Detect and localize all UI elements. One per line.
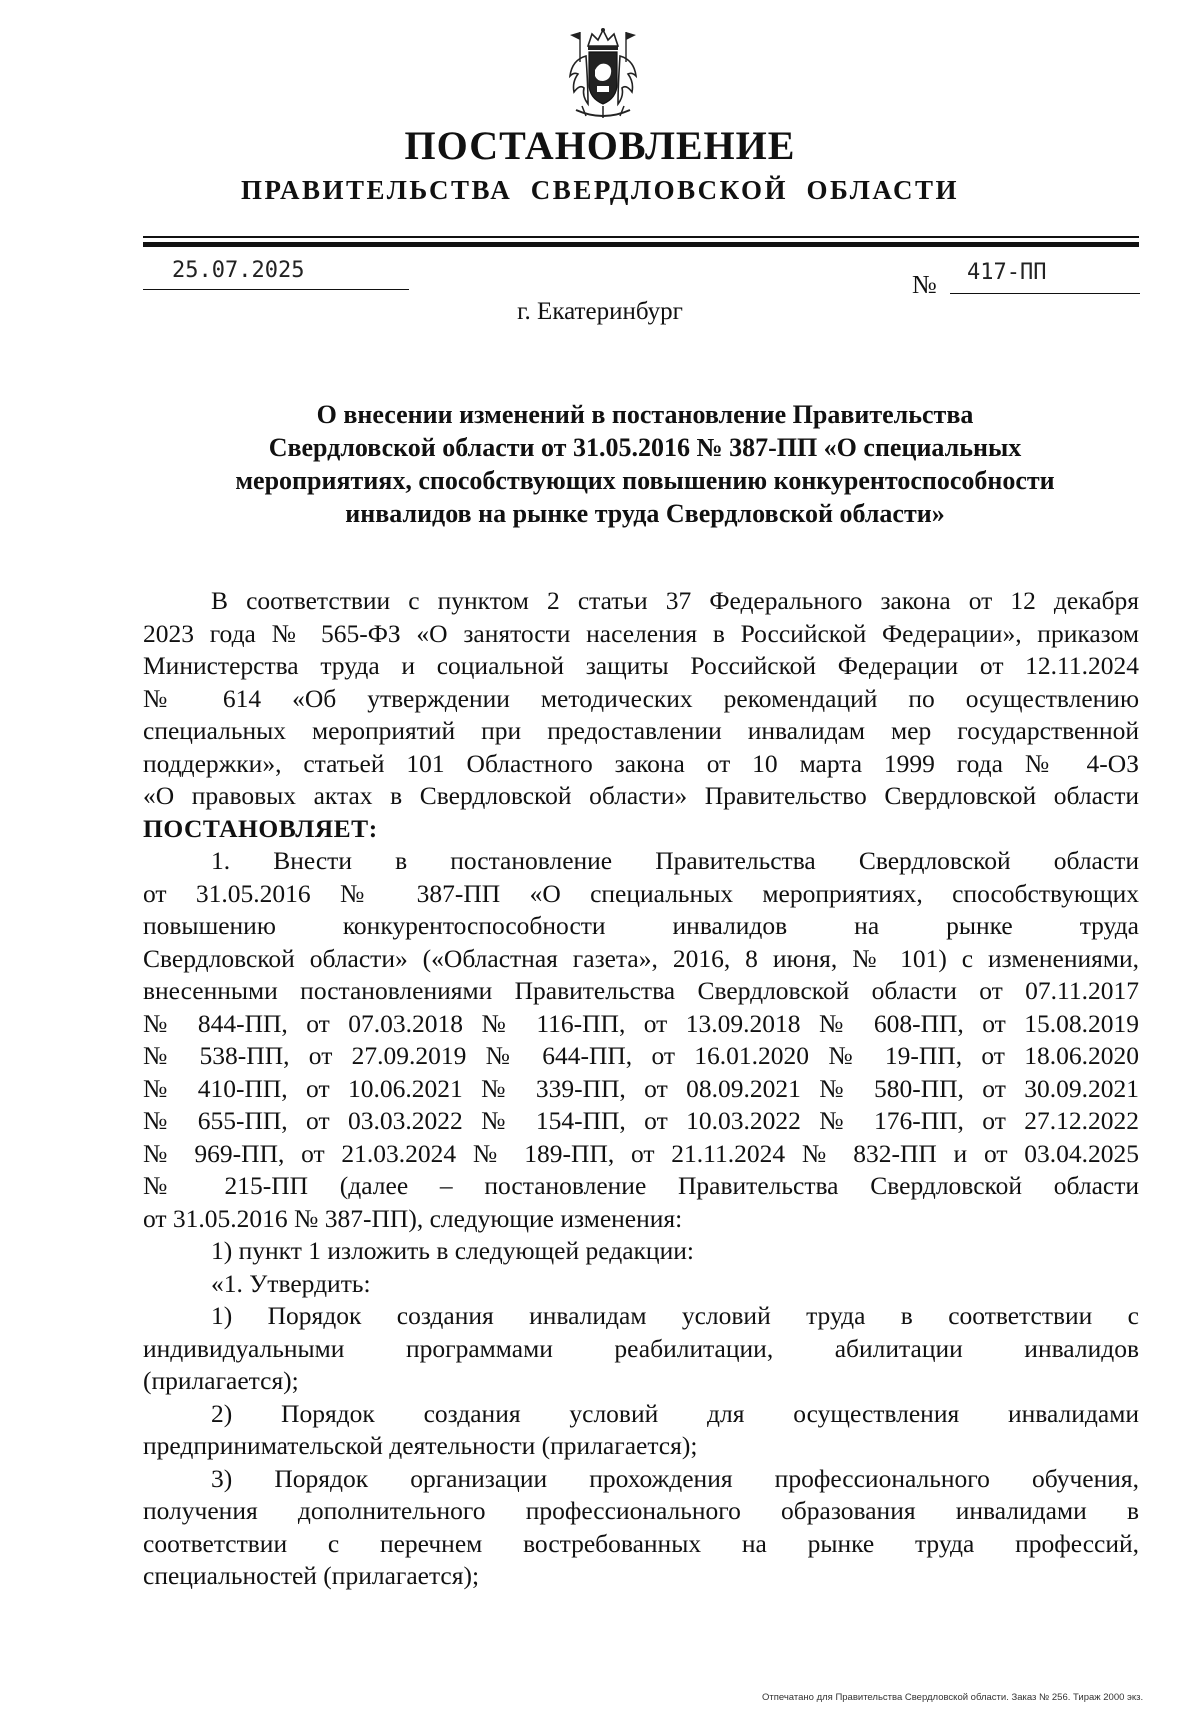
date-underline [143, 289, 409, 290]
body-line: повышению конкурентоспособности инвалидов на рынке труда [143, 911, 1139, 940]
body-line: специальностей (прилагается); [143, 1561, 480, 1590]
document-heading [150, 398, 1140, 530]
body-line: № 655-ПП, от 03.03.2022 № 154-ПП, от 10.03.2022 № 176-ПП, от 27.12.2022 [143, 1106, 1139, 1135]
body-line: поддержки», статьей 101 Областного закона от 10 марта 1999 года № 4-ОЗ [143, 748, 1139, 778]
heading-line: Свердловской области от 31.05.2016 № 387-ПП «О специальных [268, 433, 1022, 462]
body-line: 1) Порядок создания инвалидам условий труда в соответствии с [211, 1301, 1139, 1330]
body-line: 3) Порядок организации прохождения профессионального обучения, [211, 1463, 1139, 1493]
body-line: 2) Порядок создания условий для осуществления инвалидами [211, 1398, 1139, 1428]
header-divider-thin [143, 236, 1139, 238]
body-line: соответствии с перечнем востребованных на рынке труда профессий, [143, 1528, 1139, 1558]
body-line: 1) пункт 1 изложить в следующей редакции: [211, 1236, 694, 1265]
heading-line: мероприятиях, способствующих повышению конкурентоспособности [235, 466, 1055, 495]
body-line: от 31.05.2016 № 387-ПП), следующие изменения: [143, 1203, 683, 1233]
body-line: В соответствии с пунктом 2 статьи 37 Федерального закона от 12 декабря [211, 586, 1139, 615]
body-line: № 410-ПП, от 10.06.2021 № 339-ПП, от 08.09.2021 № 580-ПП, от 30.09.2021 [143, 1073, 1139, 1103]
document-number: 417-ПП [967, 260, 1047, 285]
body-line: № 538-ПП, от 27.09.2019 № 644-ПП, от 16.01.2020 № 19-ПП, от 18.06.2020 [143, 1041, 1139, 1070]
coat-of-arms-icon [566, 26, 640, 124]
body-line: получения дополнительного профессионального образования инвалидами в [143, 1496, 1139, 1525]
document-title: ПОСТАНОВЛЕНИЕ [404, 123, 796, 168]
body-line: 1. Внести в постановление Правительства Свердловской области [211, 846, 1139, 875]
body-line: внесенными постановлениями Правительства Свердловской области от 07.11.2017 [143, 976, 1139, 1005]
body-line: (прилагается); [143, 1366, 299, 1395]
header-divider-thick [143, 242, 1139, 247]
body-line: № 614 «Об утверждении методических рекомендаций по осуществлению [143, 683, 1139, 713]
body-line: предпринимательской деятельности (прилагается); [143, 1431, 698, 1460]
body-line: индивидуальными программами реабилитации, абилитации инвалидов [143, 1333, 1139, 1363]
body-line: «1. Утвердить: [211, 1268, 371, 1298]
body-line: специальных мероприятий при предоставлении инвалидам мер государственной [143, 716, 1139, 745]
document-subtitle: ПРАВИТЕЛЬСТВА СВЕРДЛОВСКОЙ ОБЛАСТИ [240, 175, 959, 205]
body-line: № 844-ПП, от 07.03.2018 № 116-ПП, от 13.09.2018 № 608-ПП, от 15.08.2019 [143, 1008, 1139, 1038]
document-body [143, 585, 1139, 1593]
heading-line: О внесении изменений в постановление Правительства [316, 400, 974, 429]
body-line: «О правовых актах в Свердловской области» Правительство Свердловской области [143, 781, 1139, 810]
heading-line: инвалидов на рынке труда Свердловской области» [345, 499, 945, 528]
body-line: Министерства труда и социальной защиты Российской Федерации от 12.11.2024 [143, 651, 1139, 680]
body-line: Свердловской области» («Областная газета», 2016, 8 июня, № 101) с изменениями, [143, 943, 1139, 973]
number-sign: № [912, 270, 937, 299]
body-line: от 31.05.2016 № 387-ПП «О специальных мероприятиях, способствующих [143, 878, 1139, 908]
body-line: 2023 года № 565-ФЗ «О занятости населения в Российской Федерации», приказом [143, 618, 1139, 648]
print-footer: Отпечатано для Правительства Свердловской области. Заказ № 256. Тираж 2000 экз. [762, 1692, 1144, 1703]
number-underline [950, 293, 1140, 294]
postanovlyaet-label: ПОСТАНОВЛЯЕТ: [143, 813, 378, 843]
document-date: 25.07.2025 [172, 258, 305, 283]
body-line: № 969-ПП, от 21.03.2024 № 189-ПП, от 21.11.2024 № 832-ПП и от 03.04.2025 [143, 1138, 1139, 1168]
document-city: г. Екатеринбург [517, 298, 683, 325]
body-line: № 215-ПП (далее – постановление Правительства Свердловской области [143, 1171, 1139, 1200]
